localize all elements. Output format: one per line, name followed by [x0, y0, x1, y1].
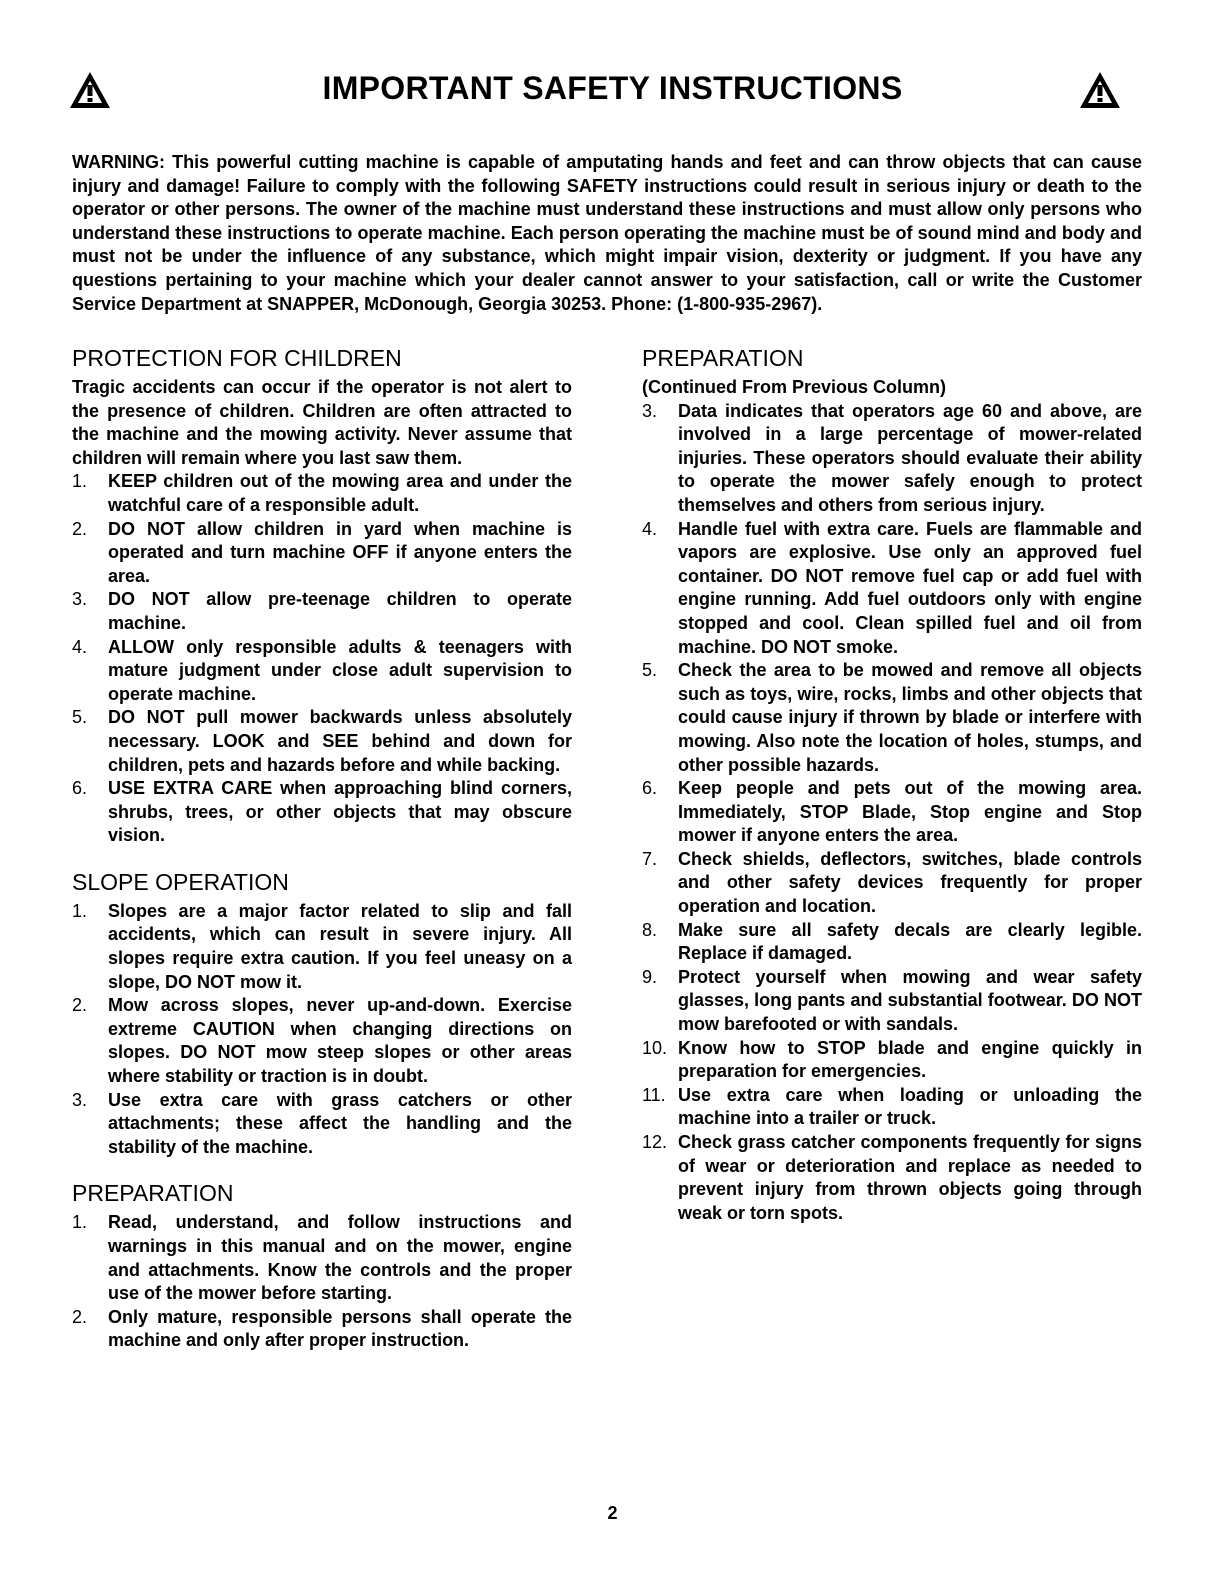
item-text: Make sure all safety decals are clearly legible. Replace if damaged. — [678, 919, 1142, 964]
continued-note: (Continued From Previous Column) — [642, 377, 946, 397]
item-number: 1. — [72, 900, 88, 921]
item-text: Mow across slopes, never up-and-down. Exercise extreme CAUTION when changing directions on slopes. DO NOT mow steep slopes or other areas where stability or traction is in doubt. — [108, 995, 572, 1087]
list-item — [72, 636, 572, 707]
list-item — [642, 1037, 1142, 1084]
item-text: Check shields, deflectors, switches, blade controls and other safety devices frequently for proper operation and location. — [678, 848, 1142, 917]
item-text: DO NOT allow children in yard when machine is operated and turn machine OFF if anyone enters the area. — [108, 518, 572, 586]
item-text: Protect yourself when mowing and wear safety glasses, long pants and substantial footwear. DO NOT mow barefooted or with sandals. — [678, 966, 1142, 1035]
item-text: Check grass catcher components frequently for signs of wear or deterioration and replace as needed to prevent injury from thrown objects going through weak or torn spots. — [678, 1132, 1142, 1223]
list-item — [72, 470, 572, 517]
item-number: 2. — [72, 1306, 88, 1327]
item-number: 3. — [72, 589, 88, 610]
list-item — [642, 518, 1142, 660]
item-text: Slopes are a major factor related to slip and fall accidents, which can result in severe injury. All slopes require extra caution. If you feel uneasy on a slope, DO NOT mow it. — [108, 900, 572, 992]
item-number: 5. — [72, 707, 88, 728]
item-text: Check the area to be mowed and remove all objects such as toys, wire, rocks, limbs and other objects that could cause injury if thrown by blade or interfere with mowing. Also note the location of holes, stumps, and other possible hazards. — [678, 660, 1142, 775]
list-item — [642, 966, 1142, 1037]
item-number: 6. — [642, 778, 658, 799]
item-text: DO NOT pull mower backwards unless absolutely necessary. LOOK and SEE behind and down for children, pets and hazards before and while backing. — [108, 707, 572, 775]
item-number: 3. — [642, 400, 658, 421]
list-item — [72, 706, 572, 777]
list-item — [642, 1084, 1142, 1131]
item-text: Know how to STOP blade and engine quickly in preparation for emergencies. — [678, 1037, 1142, 1082]
item-number: 2. — [72, 518, 88, 539]
page-title: IMPORTANT SAFETY INSTRUCTIONS — [322, 70, 903, 106]
section-heading-slope: SLOPE OPERATION — [72, 868, 289, 895]
list-item — [642, 777, 1142, 848]
list-item — [642, 1131, 1142, 1225]
item-text: Data indicates that operators age 60 and above, are involved in a large percentage of mower-related injuries. These operators should evaluate their ability to operate the mower safely enough to protect themselves and others from serious injury. — [678, 400, 1142, 515]
item-text: Read, understand, and follow instructions and warnings in this manual and on the mower, engine and attachments. Know the controls and the proper use of the mower before starting. — [108, 1212, 572, 1304]
left-column — [72, 344, 572, 1353]
item-number: 4. — [72, 636, 88, 657]
page-header — [0, 70, 1225, 114]
list-item — [72, 518, 572, 589]
section-heading-preparation: PREPARATION — [72, 1180, 234, 1207]
list-item — [72, 900, 572, 994]
section-heading-preparation-continued: PREPARATION — [642, 345, 804, 371]
list-item — [72, 994, 572, 1088]
item-text: ALLOW only responsible adults & teenagers with mature judgment under close adult supervision to operate machine. — [108, 636, 572, 704]
item-number: 6. — [72, 778, 88, 799]
preparation-list — [72, 1211, 572, 1353]
list-item — [72, 777, 572, 848]
item-number: 5. — [642, 660, 658, 681]
list-item — [642, 659, 1142, 777]
page-number: 2 — [607, 1503, 618, 1523]
item-text: USE EXTRA CARE when approaching blind corners, shrubs, trees, or other objects that may obscure vision. — [108, 778, 572, 846]
item-text: KEEP children out of the mowing area and under the watchful care of a responsible adult. — [108, 471, 572, 515]
item-number: 12. — [642, 1132, 668, 1152]
list-item — [642, 919, 1142, 966]
item-text: Keep people and pets out of the mowing area. Immediately, STOP Blade, Stop engine and Stop mower if anyone enters the area. — [678, 778, 1142, 846]
warning-intro: WARNING: This powerful cutting machine is capable of amputating hands and feet and can throw objects that can cause injury and damage! Failure to comply with the following SAFETY instructions could result in serious injury or death to the operator or other persons. The owner of the machine must understand these instructions and must allow only persons who understand these instructions to operate machine. Each person operating the machine must be of sound mind and body and must not be under the influence of any substance, which might impair vision, dexterity or judgment. If you have any questions pertaining to your machine which your dealer cannot answer to your satisfaction, call or write the Customer Service Department at SNAPPER, McDonough, Georgia 30253. Phone: (1-800-935-2967). — [72, 152, 1142, 314]
section-heading-children: PROTECTION FOR CHILDREN — [72, 345, 402, 371]
list-item — [72, 1211, 572, 1305]
right-column — [642, 344, 1142, 1225]
item-text: Handle fuel with extra care. Fuels are flammable and vapors are explosive. Use only an approved fuel container. DO NOT remove fuel cap or add fuel with engine running. Add fuel outdoors only with engine stopped and cool. Clean spilled fuel and oil from machine. DO NOT smoke. — [678, 518, 1142, 657]
list-item — [642, 848, 1142, 919]
item-number: 11. — [642, 1084, 666, 1105]
children-list — [72, 470, 572, 848]
list-item — [72, 1089, 572, 1160]
item-text: Use extra care with grass catchers or other attachments; these affect the handling and the stability of the machine. — [108, 1089, 572, 1157]
item-number: 8. — [642, 919, 658, 940]
preparation-continued-list — [642, 400, 1142, 1226]
item-number: 4. — [642, 518, 658, 539]
warning-triangle-icon — [1078, 70, 1122, 110]
item-number: 1. — [72, 1212, 88, 1233]
item-number: 2. — [72, 995, 88, 1016]
item-text: Use extra care when loading or unloading the machine into a trailer or truck. — [678, 1084, 1142, 1129]
list-item — [642, 400, 1142, 518]
item-number: 1. — [72, 471, 88, 492]
item-number: 7. — [642, 848, 658, 869]
item-text: DO NOT allow pre-teenage children to operate machine. — [108, 589, 572, 633]
list-item — [72, 588, 572, 635]
item-number: 3. — [72, 1089, 88, 1110]
item-number: 10. — [642, 1037, 668, 1058]
slope-list — [72, 900, 572, 1160]
children-intro: Tragic accidents can occur if the operator is not alert to the presence of children. Children are often attracted to the machine and the mowing activity. Never assume that children will remain where you last saw them. — [72, 377, 572, 468]
list-item — [72, 1306, 572, 1353]
item-text: Only mature, responsible persons shall operate the machine and only after proper instruction. — [108, 1306, 572, 1351]
item-number: 9. — [642, 966, 658, 987]
